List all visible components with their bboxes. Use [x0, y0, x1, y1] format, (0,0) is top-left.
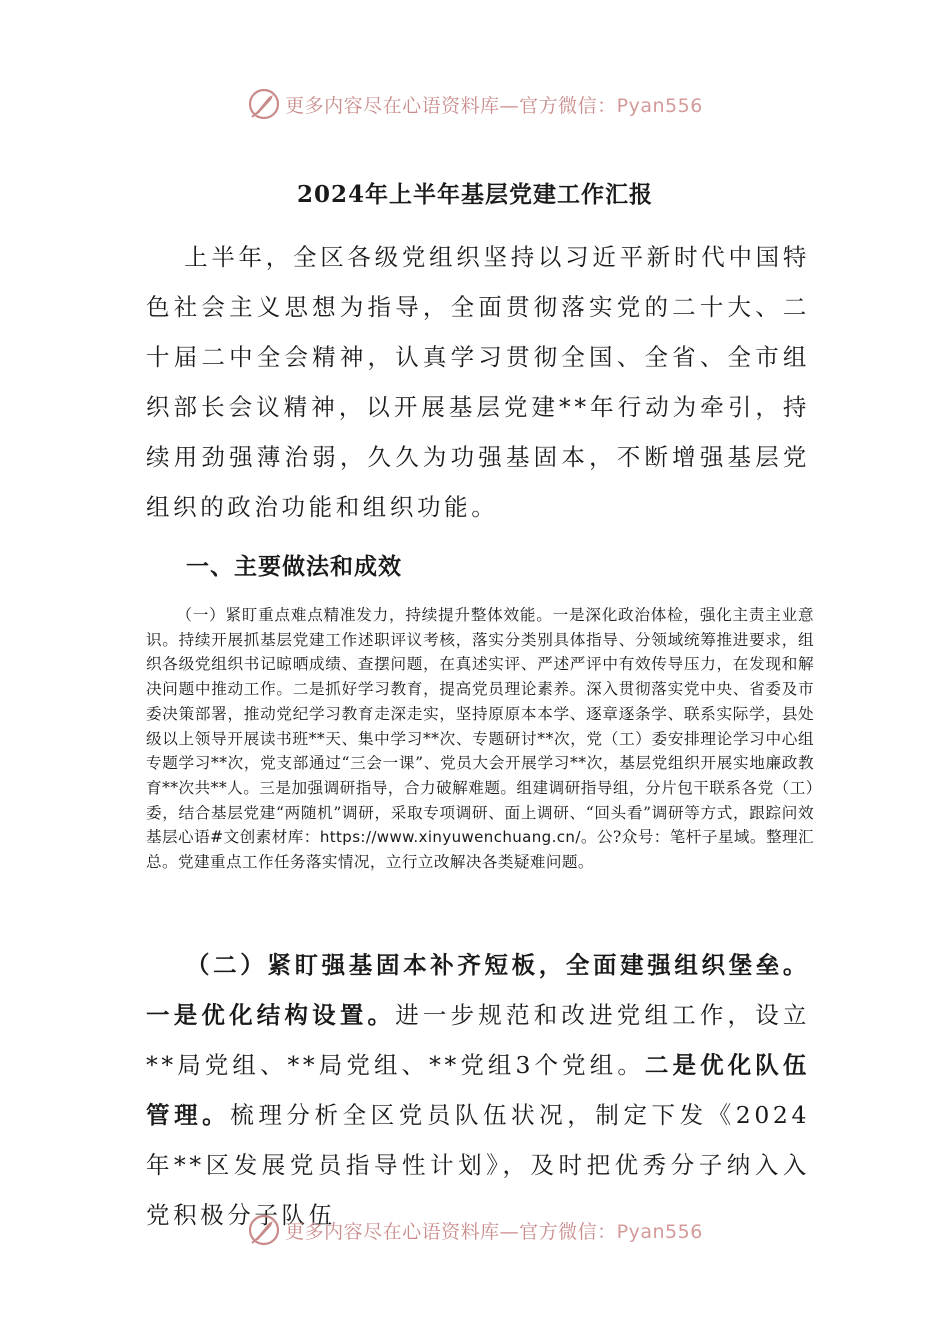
intro-paragraph: 上半年，全区各级党组织坚持以习近平新时代中国特色社会主义思想为指导，全面贯彻落实党的二十大、二十届二中全会精神，认真学习贯彻全国、全省、全市组织部长会议精神，以开展基层党建**年行动为牵引，持续用劲强薄治弱，久久为功强基固本，不断增强基层党组织的政治功能和组织功能。	[146, 243, 810, 521]
watermark-text: 更多内容尽在心语资料库—官方微信：Pyan556	[285, 1220, 703, 1243]
source-url: https://www.xinyuwenchuang.cn/	[319, 828, 581, 847]
section-item-1-paragraph: （一）紧盯重点难点精准发力，持续提升整体效能。一是深化政治体检，强化主责主业意识。持续开展抓基层党建工作述职评议考核，落实分类别具体指导、分领域统筹推进要求，组织各级党组织书记晾晒成绩、查摆问题，在真述实评、严述严评中有效传导压力，在发现和解决问题中推动工作。二是抓好学习教育，提高党员理论素养。深入贯彻落实党中央、省委及市委决策部署，推动党纪学习教育走深走实，坚持原原本本学、逐章逐条学、联系实际学，县处级以上领导开展读书班**天、集中学习**次、专题研讨**次，党（工）委安排理论学习中心组专题学习**次，党支部通过“三会一课”、党员大会开展学习**次，基层党组织开展实地廉政教育**次共**人。三是加强调研指导，合力破解难题。组建调研指导组，分片包干联系各党（工）委，结合基层党建“两随机”调研，采取专项调研、面上调研、“回头看”调研等方式，跟踪问效基层心语#文创素材库：https://www.xinyuwenchuang.cn/。公?众号：笔杆子星域。整理汇总。党建重点工作任务落实情况，立行立改解决各类疑难问题。	[146, 606, 814, 872]
section-heading: 一、主要做法和成效	[186, 553, 402, 580]
section-item-2-paragraph: （二）紧盯强基固本补齐短板，全面建强组织堡垒。一是优化结构设置。进一步规范和改进党组工作，设立**局党组、**局党组、**党组3个党组。二是优化队伍管理。梳理分析全区党员队伍状况，制定下发《2024年**区发展党员指导性计划》，及时把优秀分子纳入入党积极分子队伍	[146, 951, 811, 1229]
document-title: 2024年上半年基层党建工作汇报	[296, 181, 653, 208]
quill-pen-logo-icon	[247, 87, 281, 121]
watermark-text: 更多内容尽在心语资料库—官方微信：Pyan556	[285, 94, 703, 117]
watermark-banner-top	[0, 84, 950, 124]
watermark-banner-bottom	[0, 1210, 950, 1250]
quill-pen-logo-icon	[247, 1213, 281, 1247]
